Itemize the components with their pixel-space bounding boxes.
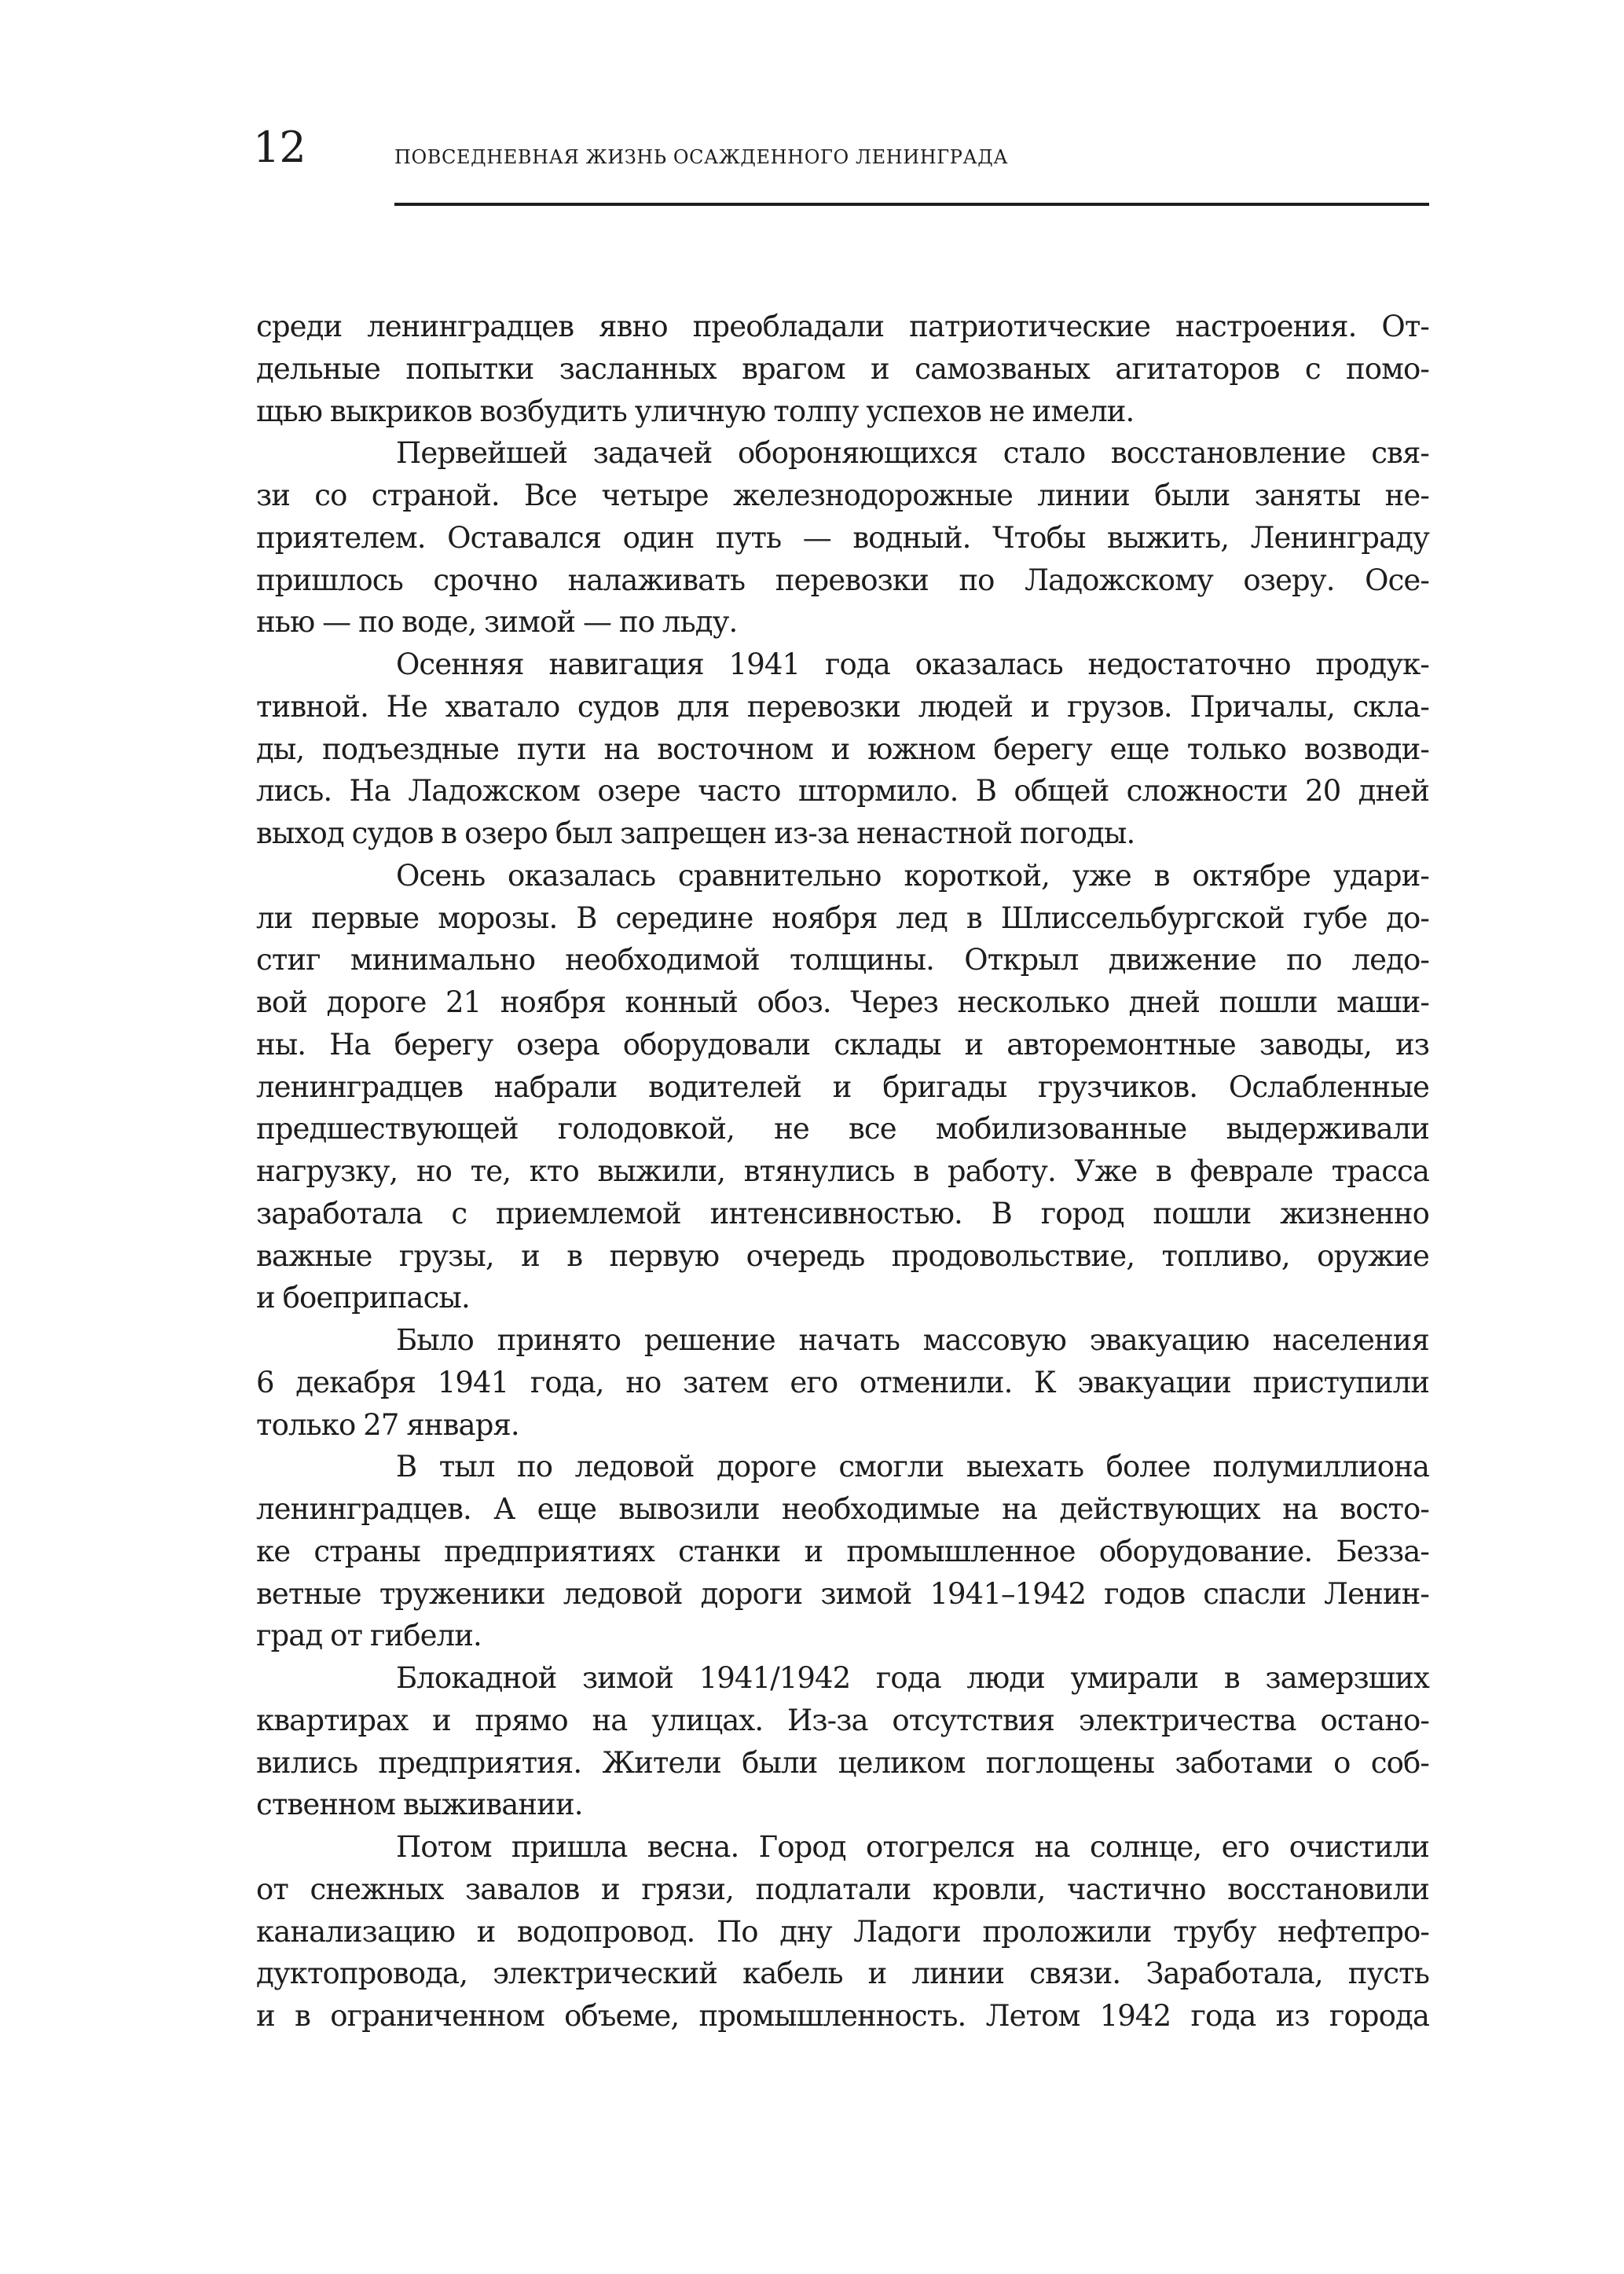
text-line: заработала с приемлемой интенсивностью. В город пошли жизненно — [256, 1196, 1429, 1231]
text-line: лись. На Ладожском озере часто штормило. В общей сложности 20 дней — [256, 774, 1429, 809]
text-line: тивной. Не хватало судов для перевозки людей и грузов. Причалы, скла- — [256, 689, 1429, 724]
text-line: нагрузку, но те, кто выжили, втянулись в работу. Уже в феврале трасса — [256, 1154, 1429, 1188]
paragraph — [256, 1826, 1429, 2037]
text-line: квартирах и прямо на улицах. Из-за отсутствия электричества остано- — [256, 1703, 1429, 1737]
text-line: Было принято решение начать массовую эвакуацию населения — [396, 1323, 1429, 1357]
text-line: ственном выживании. — [256, 1788, 583, 1822]
text-line: ветные труженики ледовой дороги зимой 1941–1942 годов спасли Ленин- — [256, 1576, 1429, 1611]
text-line: ленинградцев набрали водителей и бригады грузчиков. Ослабленные — [256, 1069, 1429, 1104]
text-line: Блокадной зимой 1941/1942 года люди умирали в замерзших — [396, 1661, 1429, 1695]
text-line: только 27 января. — [256, 1407, 519, 1442]
text-line: среди ленинградцев явно преобладали патриотические настроения. От- — [256, 310, 1429, 343]
paragraph — [256, 644, 1429, 855]
text-line: Осенняя навигация 1941 года оказалась недостаточно продук- — [396, 647, 1429, 681]
text-line: вились предприятия. Жители были целиком поглощены заботами о соб- — [256, 1745, 1429, 1780]
body-text — [256, 306, 1429, 2037]
text-line: стиг минимально необходимой толщины. Открыл движение по ледо- — [256, 943, 1429, 977]
text-line: и в ограниченном объеме, промышленность. Летом 1942 года из города — [256, 1999, 1429, 2033]
text-line: град от гибели. — [256, 1619, 482, 1653]
text-line: и боеприпасы. — [256, 1281, 470, 1315]
paragraph — [256, 1657, 1429, 1826]
text-line: вой дороге 21 ноября конный обоз. Через несколько дней пошли маши- — [256, 985, 1429, 1019]
text-line: важные грузы, и в первую очередь продовольствие, топливо, оружие — [256, 1238, 1429, 1273]
text-line: Потом пришла весна. Город отогрелся на солнце, его очистили — [396, 1830, 1429, 1864]
paragraph — [256, 855, 1429, 1319]
text-line: выход судов в озеро был запрещен из-за ненастной погоды. — [256, 816, 1135, 850]
text-line: предшествующей голодовкой, не все мобилизованные выдерживали — [256, 1112, 1429, 1146]
text-line: нью — по воде, зимой — по льду. — [256, 605, 738, 640]
text-line: Первейшей задачей обороняющихся стало восстановление свя- — [396, 436, 1429, 471]
text-line: 6 декабря 1941 года, но затем его отменили. К эвакуации приступили — [256, 1365, 1429, 1399]
paragraph — [256, 306, 1429, 432]
paragraph — [256, 1319, 1429, 1446]
text-line: дельные попытки засланных врагом и самозваных агитаторов с помо- — [256, 351, 1429, 386]
text-line: В тыл по ледовой дороге смогли выехать более полумиллиона — [396, 1450, 1429, 1484]
text-line: пришлось срочно налаживать перевозки по Ладожскому озеру. Осе- — [256, 563, 1429, 597]
text-line: Осень оказалась сравнительно короткой, уже в октябре удари- — [396, 858, 1429, 893]
paragraph — [256, 1446, 1429, 1657]
text-line: ленинградцев. А еще вывозили необходимые на действующих на восто- — [256, 1492, 1429, 1526]
paragraph — [256, 432, 1429, 644]
text-line: канализацию и водопровод. По дну Ладоги проложили трубу нефтепро- — [256, 1914, 1429, 1949]
header-rule — [394, 203, 1429, 206]
text-line: ды, подъездные пути на восточном и южном берегу еще только возводи- — [256, 732, 1429, 766]
text-line: щью выкриков возбудить уличную толпу успехов не имели. — [256, 394, 1135, 428]
running-head-title: ПОВСЕДНЕВНАЯ ЖИЗНЬ ОСАЖДЕННОГО ЛЕНИНГРАДА — [394, 146, 1009, 168]
text-line: ли первые морозы. В середине ноября лед в Шлиссельбургской губе до- — [256, 900, 1429, 935]
text-line: дуктопровода, электрический кабель и линии связи. Заработала, пусть — [256, 1957, 1429, 1991]
text-line: ны. На берегу озера оборудовали склады и авторемонтные заводы, из — [256, 1027, 1429, 1062]
text-line: зи со страной. Все четыре железнодорожные линии были заняты не- — [256, 479, 1429, 512]
page-number: 12 — [253, 123, 306, 172]
text-line: приятелем. Оставался один путь — водный. Чтобы выжить, Ленинграду — [256, 520, 1429, 555]
text-line: ке страны предприятиях станки и промышленное оборудование. Безза- — [256, 1534, 1429, 1568]
text-line: от снежных завалов и грязи, подлатали кровли, частично восстановили — [256, 1872, 1429, 1906]
